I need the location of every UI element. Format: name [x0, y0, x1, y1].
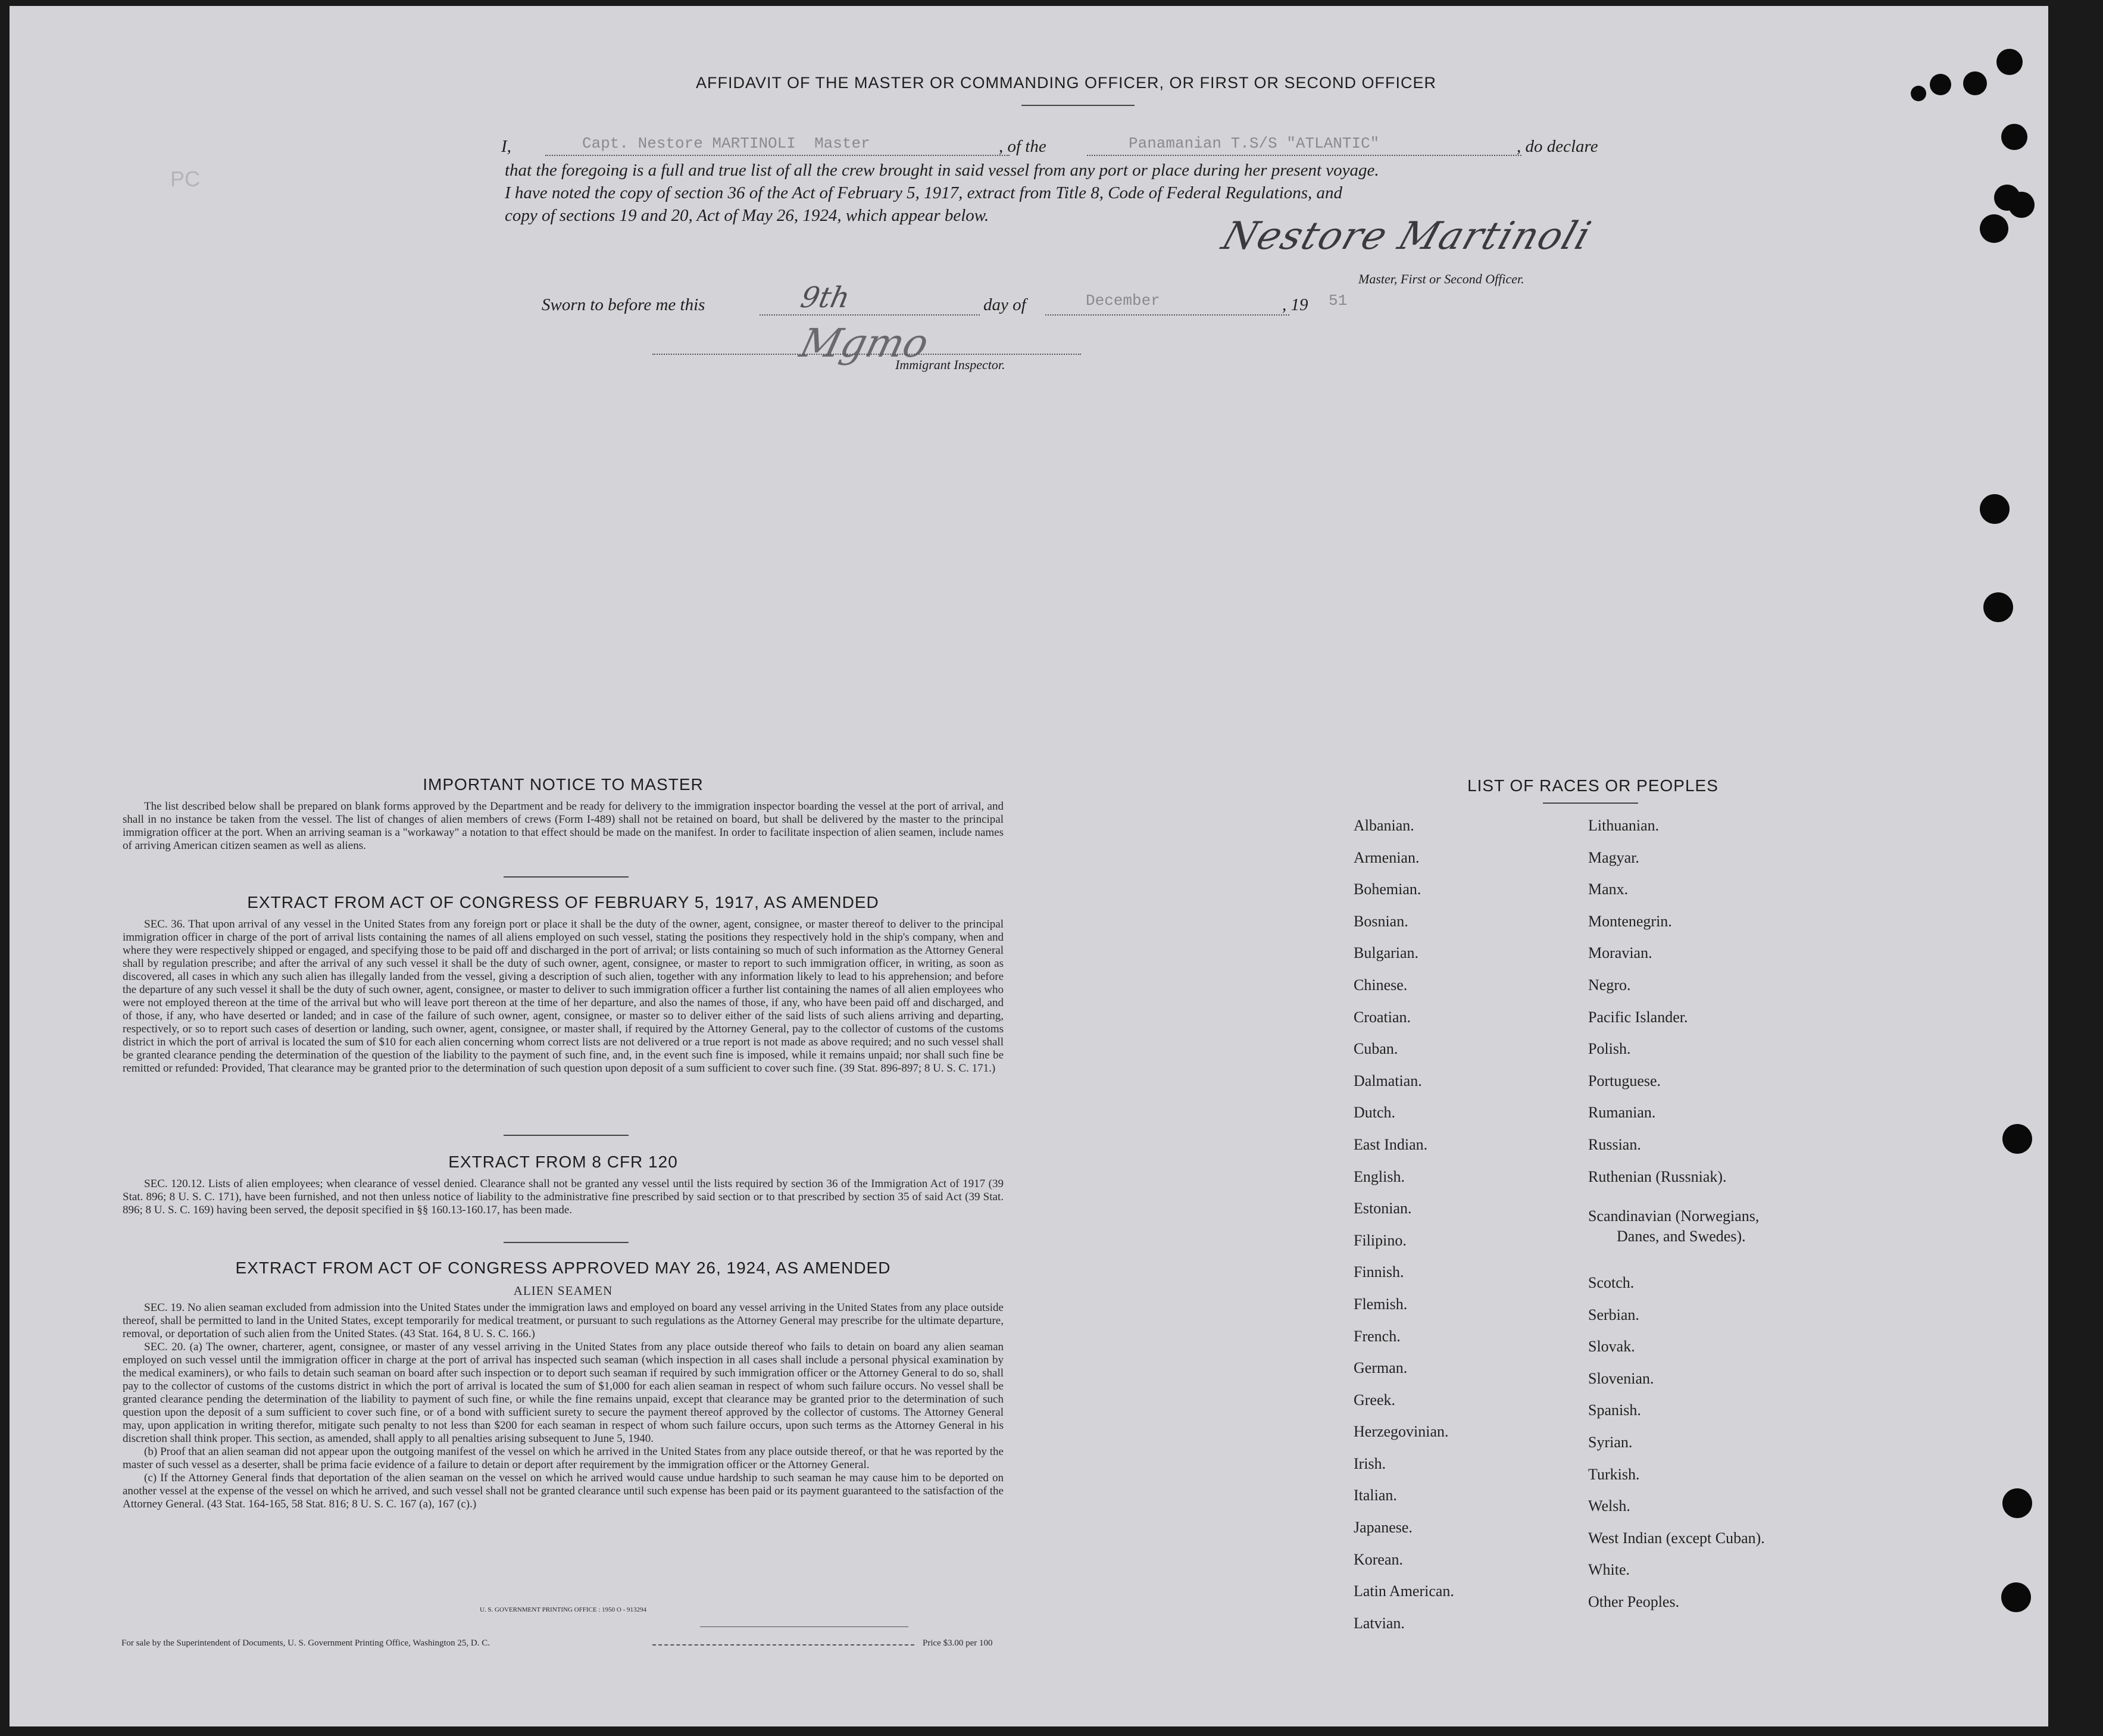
- notice-body: The list described below shall be prepared on blank forms approved by the Department and be ready for delivery to the immigration inspector boarding the vessel at the port of arrival, and shall in no instance be taken from the vessel. The list of changes of alien members of crews (Form I-489) shall not be retained on board, but shall be delivered by the master to the principal immigration officer at the port. When an arriving seaman is a "workaway" a notation to that effect should be made on the manifest. In order to facilitate inspection of alien seamen, include names of arriving American citizen seamen as well as aliens.: [123, 800, 1004, 852]
- race-item: Serbian.: [1588, 1306, 1639, 1323]
- race-item: Cuban.: [1354, 1040, 1398, 1058]
- race-item: Filipino.: [1354, 1231, 1407, 1249]
- race-item: Albanian.: [1354, 817, 1414, 834]
- sec20c-paragraph: (c) If the Attorney General finds that deportation of the alien seaman on the vessel on which he arrived would cause undue hardship to such seaman he may cause him to be deported on another vessel at the expense of the vessel on which he arrived, and such vessel shall not be granted clearance until such expense has been paid or its payment guaranteed to the satisfaction of the Attorney General. (43 Stat. 164-165, 58 Stat. 816; 8 U. S. C. 167 (a), 167 (c).): [123, 1472, 1004, 1510]
- race-item: Other Peoples.: [1588, 1593, 1680, 1610]
- race-item: Bosnian.: [1354, 912, 1408, 930]
- vessel-line: [1087, 155, 1521, 156]
- master-caption: Master, First or Second Officer.: [1358, 271, 1524, 286]
- extract-1924-title: EXTRACT FROM ACT OF CONGRESS APPROVED MAY 26, 1924, AS AMENDED: [235, 1259, 891, 1277]
- extract-1924-body: [123, 1301, 1004, 1511]
- margin-mark: PC: [170, 167, 201, 191]
- year-prefix: , 19: [1282, 295, 1308, 314]
- punch-hole: [2001, 1582, 2031, 1612]
- punch-hole: [1911, 86, 1926, 101]
- races-title: LIST OF RACES OR PEOPLES: [1467, 776, 1718, 795]
- race-item: Moravian.: [1588, 944, 1652, 962]
- extract-1917-rule: [504, 1135, 629, 1136]
- race-item: Bohemian.: [1354, 881, 1421, 898]
- race-item: Estonian.: [1354, 1200, 1412, 1217]
- title-rule: [1021, 105, 1135, 106]
- gpo-imprint: U. S. GOVERNMENT PRINTING OFFICE : 1950 O - 913294: [479, 1606, 646, 1613]
- punch-hole: [2008, 192, 2035, 218]
- inspector-signature: Mgmo: [795, 320, 933, 366]
- footer-rule: [700, 1626, 908, 1627]
- price-notice: Price $3.00 per 100: [923, 1638, 993, 1648]
- affidavit-line3: I have noted the copy of section 36 of the Act of February 5, 1917, extract from Title 8, Code of Federal Regulations, and: [505, 183, 1343, 202]
- race-item: Lithuanian.: [1588, 817, 1660, 834]
- race-item: West Indian (except Cuban).: [1588, 1529, 1765, 1547]
- race-item: Magyar.: [1588, 848, 1639, 866]
- do-declare-label: , do declare: [1517, 137, 1598, 156]
- punch-hole: [2002, 1488, 2032, 1518]
- race-item: Pacific Islander.: [1588, 1008, 1688, 1026]
- race-item: Negro.: [1588, 976, 1631, 994]
- race-item: Manx.: [1588, 881, 1629, 898]
- master-name-line: [545, 155, 1010, 156]
- races-right-column-top: [1588, 810, 1727, 1192]
- affidavit-i: I,: [501, 137, 511, 156]
- race-item: Polish.: [1588, 1040, 1631, 1058]
- race-item: French.: [1354, 1327, 1401, 1345]
- extract-1917-title: EXTRACT FROM ACT OF CONGRESS OF FEBRUARY 5, 1917, AS AMENDED: [247, 893, 879, 911]
- form-page: [10, 6, 2048, 1726]
- punch-hole: [1983, 592, 2013, 622]
- punch-hole: [2001, 124, 2027, 150]
- race-item: Croatian.: [1354, 1008, 1411, 1026]
- race-item: Japanese.: [1354, 1519, 1413, 1537]
- punch-hole: [1996, 49, 2023, 75]
- sec19-paragraph: SEC. 19. No alien seaman excluded from admission into the United States under the immigration laws and employed on board any vessel arriving in the United States from any place outside thereof, shall be permitted to land in the United States, except temporarily for medical treatment, or pursuant to such regulations as the Attorney General may prescribe for the ultimate departure, removal, or deportation of such alien from the United States. (43 Stat. 164, 8 U. S. C. 166.): [123, 1301, 1004, 1340]
- race-item: Turkish.: [1588, 1465, 1640, 1483]
- master-signature: Nestore Martinoli: [1216, 214, 1597, 258]
- extract-1917-body: SEC. 36. That upon arrival of any vessel in the United States from any foreign port or place it shall be the duty of the owner, agent, consignee, or master thereof to deliver to the principal immigration officer in charge of the port of arrival lists containing the names of all aliens employed on such vessel, stating the positions they respectively hold in the ship's company, when and where they were respectively shipped or engaged, and specifying those to be paid off and discharged in the port of arrival; or lists containing so much of such information as the Attorney General shall by regulation prescribe; and after the arrival of any such vessel it shall be the duty of such owner, agent, consignee, or master to report to such immigration officer, in writing, as soon as discovered, all cases in which any such alien has illegally landed from the vessel, giving a description of such alien, together with any information likely to lead to his apprehension; and before the departure of any such vessel it shall be the duty of such owner, agent, consignee, or master to deliver to such immigration officer a further list containing the names of all alien employees who were not employed thereon at the time of the arrival but who will leave port thereon at the time of her departure, and also the names of those, if any, who have been paid off and discharged, and of those, if any, who have deserted or landed; and in case of the failure of such owner, agent, consignee, or master so to deliver either of the said lists of such aliens arriving and departing, respectively, or so to report such cases of desertion or landing, such owner, agent, consignee, or master shall, if required by the Attorney General, pay to the collector of customs of the customs district in which the port of arrival is located the sum of $10 for each alien concerning whom correct lists are not delivered or a true report is not made as above required; and no such vessel shall be granted clearance pending the determination of the question of the liability to the payment of such fine, and, in the event such fine is imposed, while it remains unpaid; nor shall such fine be remitted or refunded: Provided, That clearance may be granted prior to the determination of such question upon deposit of a sum sufficient to cover such fine. (39 Stat. 896-897; 8 U. S. C. 171.): [123, 918, 1004, 1075]
- races-left-column: [1354, 810, 1454, 1639]
- footer-dots: [652, 1644, 914, 1646]
- master-name-field: Capt. Nestore MARTINOLI Master: [582, 135, 870, 152]
- race-item: White.: [1588, 1561, 1630, 1579]
- race-item: Flemish.: [1354, 1295, 1408, 1313]
- race-item: Syrian.: [1588, 1433, 1633, 1451]
- notice-rule: [504, 876, 629, 878]
- sale-notice: For sale by the Superintendent of Documents, U. S. Government Printing Office, Washington 25, D. C.: [121, 1638, 490, 1648]
- race-item: Armenian.: [1354, 848, 1420, 866]
- race-item-scandinavian: [1588, 1206, 1759, 1247]
- race-item: Portuguese.: [1588, 1072, 1661, 1089]
- scandinavian-line-2: Danes, and Swedes).: [1617, 1228, 1746, 1245]
- of-the-label: , of the: [999, 137, 1046, 156]
- races-right-column-bottom: [1588, 1267, 1765, 1618]
- race-item: English.: [1354, 1167, 1405, 1185]
- race-item: Montenegrin.: [1588, 912, 1672, 930]
- race-item: Rumanian.: [1588, 1104, 1656, 1122]
- race-item: Chinese.: [1354, 976, 1408, 994]
- punch-hole: [1980, 214, 2008, 243]
- race-item: Dalmatian.: [1354, 1072, 1422, 1089]
- punch-hole: [1930, 74, 1951, 95]
- races-rule: [1543, 803, 1638, 804]
- sworn-label: Sworn to before me this: [542, 295, 705, 314]
- inspector-line: [652, 354, 1081, 355]
- inspector-caption: Immigrant Inspector.: [895, 357, 1005, 372]
- race-item: Italian.: [1354, 1487, 1397, 1504]
- notice-title: IMPORTANT NOTICE TO MASTER: [423, 775, 704, 794]
- race-item: Dutch.: [1354, 1104, 1396, 1122]
- sec20b-paragraph: (b) Proof that an alien seaman did not appear upon the outgoing manifest of the vessel on which he arrived in the United States from any place outside thereof, or that he was reported by the master of such vessel as a deserter, shall be prima facie evidence of a failure to detain or deport after requirement by the immigration officer or the Attorney General.: [123, 1445, 1004, 1471]
- race-item: Russian.: [1588, 1135, 1641, 1153]
- affidavit-title: AFFIDAVIT OF THE MASTER OR COMMANDING OFFICER, OR FIRST OR SECOND OFFICER: [695, 74, 1437, 92]
- race-item: German.: [1354, 1359, 1408, 1377]
- affidavit-line4: copy of sections 19 and 20, Act of May 26, 1924, which appear below.: [505, 206, 989, 225]
- punch-hole: [1963, 71, 1987, 95]
- punch-hole: [2002, 1124, 2032, 1154]
- extract-cfr-title: EXTRACT FROM 8 CFR 120: [448, 1153, 678, 1171]
- race-item: Latvian.: [1354, 1614, 1405, 1632]
- extract-1924-subtitle: ALIEN SEAMEN: [513, 1284, 613, 1298]
- race-item: Scotch.: [1588, 1274, 1635, 1291]
- race-item: Ruthenian (Russniak).: [1588, 1167, 1727, 1185]
- sworn-day-line: [760, 314, 980, 316]
- race-item: Spanish.: [1588, 1401, 1641, 1419]
- race-item: Finnish.: [1354, 1263, 1404, 1281]
- race-item: Welsh.: [1588, 1497, 1630, 1515]
- sworn-day: 9th: [798, 281, 853, 314]
- race-item: Greek.: [1354, 1391, 1396, 1409]
- sworn-month-line: [1045, 314, 1289, 316]
- sec20a-paragraph: SEC. 20. (a) The owner, charterer, agent, consignee, or master of any vessel arriving in the United States from any place outside thereof who fails to detain on board any alien seaman employed on such vessel until the immigration officer in charge at the port of arrival has inspected such seaman (which inspection in all cases shall include a personal physical examination by the medical examiners), or who fails to detain such seaman on board after such inspection or to deport such seaman if required by such immigration officer or the Attorney General to do so, shall pay to the collector of customs of the customs district in which the port of arrival is located the sum of $1,000 for each alien seaman in respect of whom such failure occurs. No vessel shall be granted clearance pending the determination of the liability to payment of such fine, or while the fine remains unpaid, except that clearance may be granted prior to the determination of such question upon the deposit of a sum sufficient to cover such fine, or of a bond with sufficient surety to secure the payment thereof approved by the collector of customs. The Attorney General may, upon application in writing therefor, mitigate such penalty to not less than $200 for each seaman in respect of whom such failure occurs, upon such terms as the Attorney General in his discretion shall think proper. This section, as amended, shall apply to all penalties arising subsequent to June 5, 1940.: [123, 1341, 1004, 1445]
- race-item: Slovak.: [1588, 1338, 1635, 1356]
- affidavit-line2: that the foregoing is a full and true list of all the crew brought in said vessel from any port or place during her present voyage.: [505, 161, 1379, 180]
- sworn-month: December: [1086, 292, 1160, 310]
- race-item: Korean.: [1354, 1550, 1404, 1568]
- vessel-field: Panamanian T.S/S "ATLANTIC": [1129, 135, 1380, 152]
- race-item: Irish.: [1354, 1454, 1386, 1472]
- extract-cfr-body: SEC. 120.12. Lists of alien employees; when clearance of vessel denied. Clearance shall not be granted any vessel until the lists required by section 36 of the Immigration Act of 1917 (39 Stat. 896; 8 U. S. C. 171), have been furnished, and not then unless notice of liability to the administrative fine prescribed by said section or to that prescribed by section 35 of said Act (39 Stat. 896; 8 U. S. C. 169) having been served, the deposit specified in §§ 160.13-160.17, has been made.: [123, 1178, 1004, 1216]
- year-suffix: 51: [1329, 292, 1348, 310]
- scandinavian-line-1: Scandinavian (Norwegians,: [1588, 1207, 1760, 1225]
- punch-hole: [1980, 494, 2010, 524]
- race-item: Herzegovinian.: [1354, 1423, 1449, 1441]
- race-item: East Indian.: [1354, 1135, 1428, 1153]
- race-item: Latin American.: [1354, 1582, 1454, 1600]
- extract-cfr-rule: [504, 1242, 629, 1243]
- race-item: Bulgarian.: [1354, 944, 1419, 962]
- day-of-label: day of: [983, 295, 1026, 314]
- race-item: Slovenian.: [1588, 1369, 1654, 1387]
